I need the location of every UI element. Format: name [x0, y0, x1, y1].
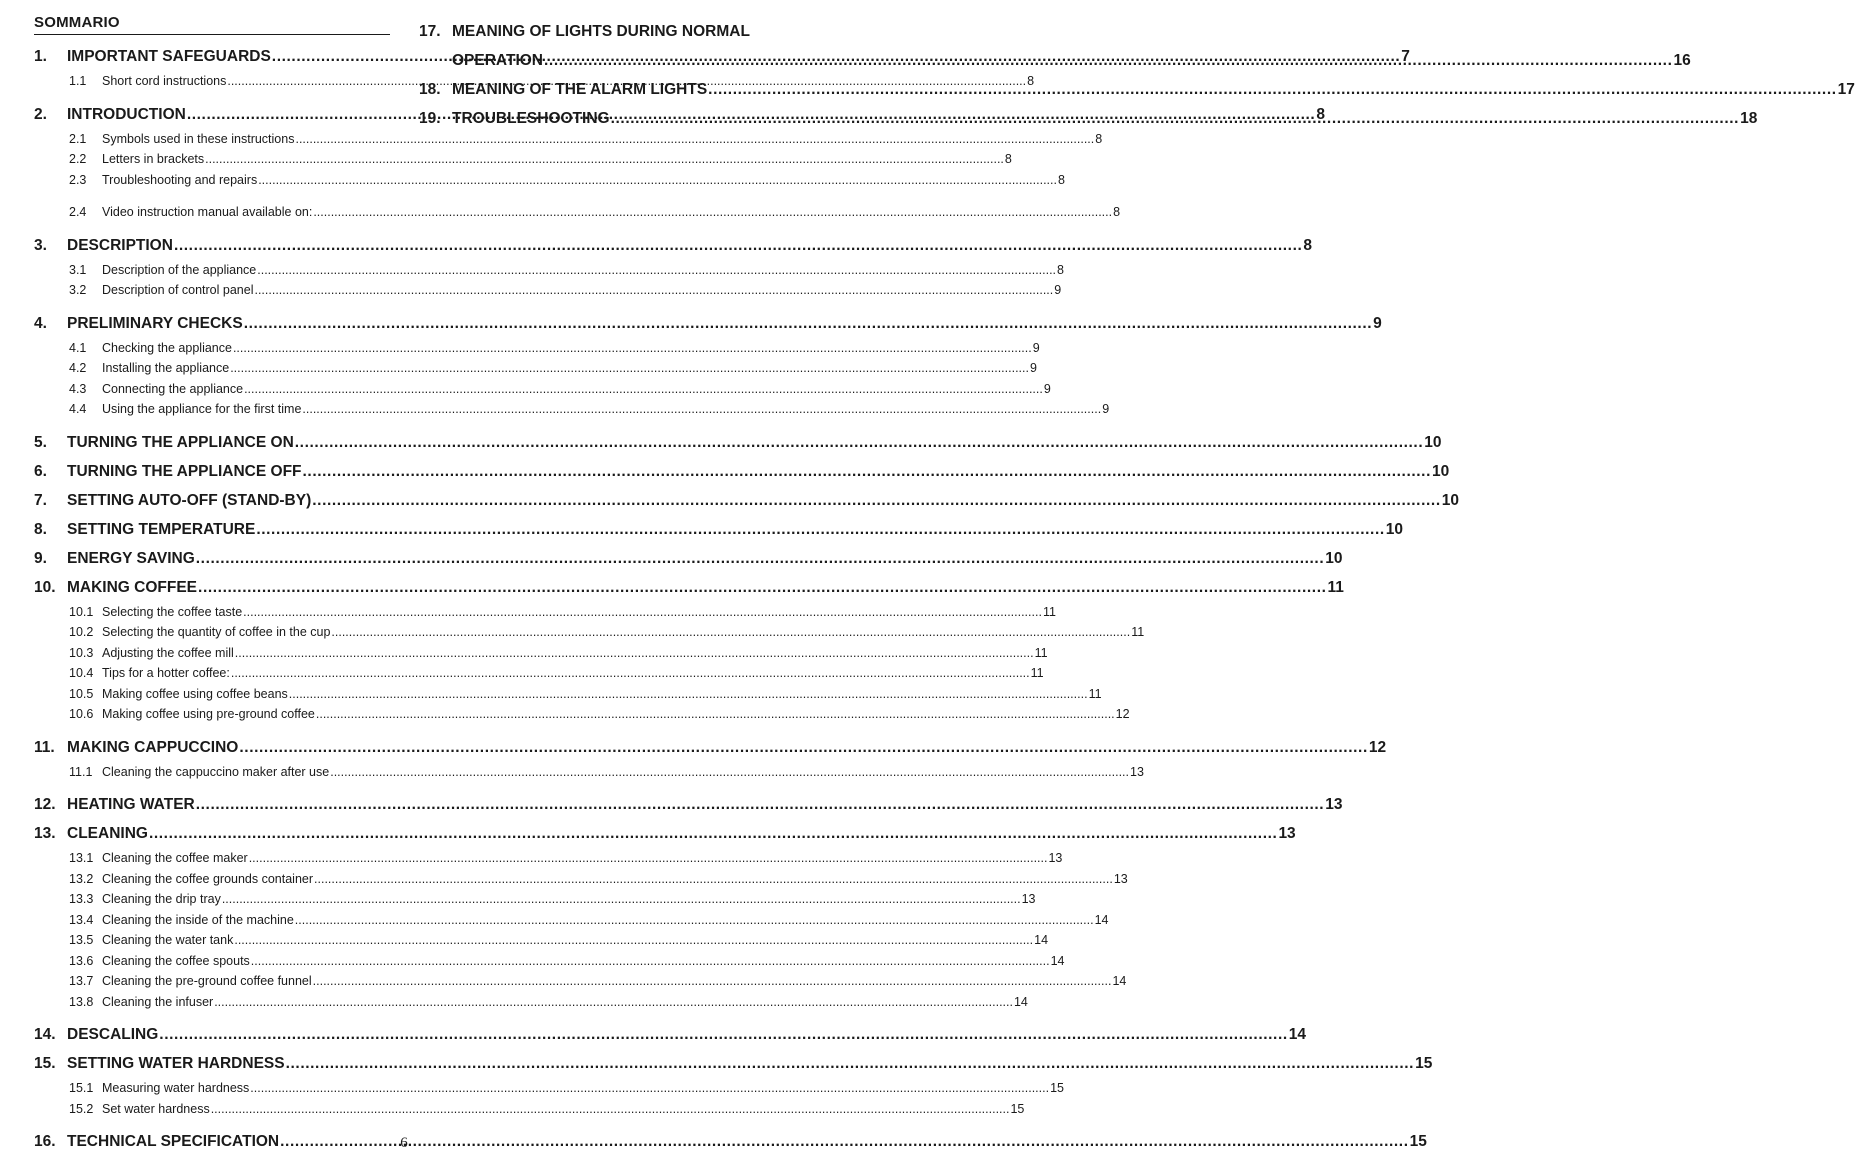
toc-entry-title: Installing the appliance [102, 361, 230, 375]
toc-entry-page: 10 [1432, 462, 1450, 480]
toc-entry-title-continued: OPERATION [452, 52, 543, 69]
dot-leader [330, 762, 1129, 783]
toc-entry-number: 4.3 [69, 381, 87, 396]
toc-entry-number: 13.3 [69, 892, 94, 906]
toc-entry-title: Adjusting the coffee mill [102, 645, 234, 660]
dot-leader [243, 602, 1042, 623]
toc-subsection-entry[interactable] [34, 971, 1127, 992]
toc-entry-number: 13.2 [69, 871, 94, 886]
toc-subsection-entry[interactable] [34, 704, 1130, 725]
dot-leader [611, 104, 1739, 133]
dot-leader [211, 1099, 1010, 1120]
toc-entry-number: 10.1 [69, 604, 94, 619]
toc-subsection-entry[interactable] [34, 129, 1103, 150]
toc-entry-page: 9 [1102, 402, 1110, 416]
toc-entry-title: MAKING COFFEE [67, 578, 198, 596]
toc-entry-number: 13.5 [69, 933, 94, 947]
toc-entry-number: 13.6 [69, 953, 94, 968]
toc-entry-page: 9 [1029, 361, 1037, 375]
toc-section-entry[interactable] [34, 515, 1404, 544]
toc-entry-number: 10.2 [69, 625, 94, 639]
toc-entry-title: Letters in brackets [102, 152, 205, 166]
toc-entry-page: 12 [1368, 738, 1387, 756]
toc-entry-title: Cleaning the drip tray [102, 892, 221, 906]
dot-leader [316, 704, 1115, 725]
toc-entry-title-block [452, 17, 1691, 75]
toc-section-entry[interactable] [34, 1049, 1433, 1078]
toc-entry-title: Cleaning the pre-ground coffee funnel [102, 974, 312, 988]
toc-entry-page: 15 [1050, 1081, 1064, 1095]
dot-leader [250, 1078, 1049, 1099]
toc-entry-page: 14 [1094, 912, 1109, 927]
toc-entry-number: 6. [34, 462, 47, 480]
toc-entry-page: 9 [1043, 381, 1051, 396]
toc-entry-page: 11 [1030, 666, 1044, 680]
toc-subsection-entry[interactable] [34, 399, 1110, 420]
toc-entry-number: 15.2 [69, 1101, 94, 1116]
toc-entry-title: MAKING CAPPUCCINO [67, 738, 239, 756]
toc-subsection-entry[interactable] [34, 848, 1063, 869]
toc-subsection-entry[interactable] [34, 622, 1145, 643]
toc-entry-page: 9 [1032, 340, 1040, 355]
dot-leader [234, 930, 1033, 951]
toc-entry-title: TURNING THE APPLIANCE OFF [67, 462, 302, 480]
toc-entry-number: 3.2 [69, 283, 87, 297]
toc-entry-number: 7. [34, 491, 47, 509]
dot-leader [198, 573, 1326, 602]
toc-entry-number: 2. [34, 105, 47, 123]
toc-entry-page: 13 [1130, 764, 1144, 779]
toc-entry-title: Selecting the quantity of coffee in the cup [102, 625, 331, 639]
toc-subsection-entry[interactable] [34, 602, 1056, 623]
toc-entry-title: Selecting the coffee taste [102, 604, 243, 619]
toc-subsection-entry[interactable] [34, 379, 1051, 400]
dot-leader [196, 544, 1324, 573]
toc-entry-title: SETTING TEMPERATURE [67, 520, 256, 538]
toc-entry-page: 13 [1113, 871, 1128, 886]
toc-entry-number: 11. [34, 738, 55, 756]
toc-section-entry[interactable] [34, 733, 1387, 762]
toc-subsection-entry[interactable] [34, 1099, 1025, 1120]
dot-leader [174, 231, 1302, 260]
dot-leader [312, 486, 1440, 515]
toc-entry-number: 3.1 [69, 262, 87, 277]
toc-entry-title: Video instruction manual available on: [102, 205, 313, 219]
toc-entry-page: 17 [1837, 81, 1855, 98]
toc-entry-page: 9 [1373, 314, 1382, 332]
toc-entry-number: 3. [34, 236, 47, 254]
toc-entry-title: TECHNICAL SPECIFICATION [67, 1133, 280, 1150]
dot-leader [159, 1020, 1287, 1049]
toc-entry-number: 10.4 [69, 666, 94, 680]
toc-entry-number: 13. [34, 825, 56, 842]
toc-entry-title: SETTING WATER HARDNESS [67, 1055, 285, 1072]
toc-entry-title: Measuring water hardness [102, 1081, 250, 1095]
toc-entry-title: CLEANING [67, 825, 148, 842]
toc-entry-number: 9. [34, 549, 47, 567]
toc-subsection-entry[interactable] [34, 358, 1037, 379]
toc-entry-number: 12. [34, 796, 56, 813]
toc-section-entry[interactable] [34, 457, 1450, 486]
toc-entry-page: 8 [1113, 205, 1121, 219]
toc-entry-page: 11 [1034, 645, 1048, 660]
toc-entry-page: 7 [1401, 48, 1410, 65]
toc-entry-page: 14 [1288, 1026, 1307, 1043]
toc-entry-page: 8 [1303, 236, 1313, 254]
toc-entry-title: Short cord instructions [102, 74, 227, 88]
dot-leader [295, 428, 1423, 457]
toc-entry-title: Cleaning the coffee grounds container [102, 871, 314, 886]
toc-entry-number: 13.1 [69, 851, 94, 865]
dot-leader [256, 515, 1384, 544]
toc-entry-page: 15 [1010, 1101, 1025, 1116]
dot-leader [149, 819, 1277, 848]
toc-list-right [419, 14, 1855, 133]
toc-entry-number: 17. [419, 23, 441, 40]
toc-entry-number: 15.1 [69, 1081, 94, 1095]
toc-subsection-entry[interactable] [34, 149, 1012, 170]
toc-entry-page: 8 [1316, 105, 1325, 123]
toc-entry-title: Connecting the appliance [102, 381, 244, 396]
toc-entry-page: 14 [1013, 994, 1028, 1009]
toc-entry-number: 2.1 [69, 131, 87, 146]
toc-section-entry[interactable] [34, 428, 1442, 457]
dot-leader [235, 643, 1034, 664]
dot-leader [544, 46, 1672, 75]
toc-entry-number: 13.7 [69, 974, 94, 988]
toc-entry-number: 18. [419, 81, 441, 98]
toc-entry-page: 13 [1021, 892, 1036, 906]
toc-entry-title: Making coffee using coffee beans [102, 686, 288, 701]
toc-entry-title-line2 [452, 46, 1691, 75]
toc-entry-number: 19. [419, 110, 441, 127]
toc-subsection-entry[interactable] [34, 684, 1102, 705]
toc-entry-title: TURNING THE APPLIANCE ON [67, 433, 294, 451]
toc-entry-page: 13 [1048, 851, 1063, 865]
dot-leader [249, 848, 1048, 869]
toc-subsection-entry[interactable] [34, 930, 1049, 951]
toc-entry-page: 8 [1057, 262, 1064, 277]
toc-entry-page: 15 [1415, 1055, 1433, 1072]
toc-entry-title: MEANING OF THE ALARM LIGHTS [452, 81, 708, 98]
toc-section-entry[interactable] [34, 819, 1296, 848]
toc-entry-title: Cleaning the cappuccino maker after use [102, 764, 330, 779]
dot-leader [258, 170, 1057, 191]
toc-subsection-entry[interactable] [34, 910, 1109, 931]
toc-entry-page: 16 [1673, 52, 1691, 69]
toc-section-entry[interactable] [34, 486, 1459, 515]
toc-entry-number: 4.2 [69, 361, 87, 375]
dot-leader [205, 149, 1004, 170]
toc-section-entry[interactable] [34, 231, 1313, 260]
toc-entry-page: 11 [1327, 578, 1344, 596]
toc-entry-page: 12 [1115, 707, 1130, 721]
toc-entry-page: 10 [1385, 520, 1404, 538]
toc-subsection-entry[interactable] [34, 280, 1062, 301]
toc-section-entry[interactable] [34, 544, 1343, 573]
toc-entry-title: Set water hardness [102, 1101, 210, 1116]
dot-leader [313, 971, 1112, 992]
toc-entry-page: 11 [1088, 686, 1102, 701]
toc-entry-title: INTRODUCTION [67, 105, 186, 123]
toc-entry-page: 11 [1042, 604, 1056, 619]
dot-leader [302, 399, 1101, 420]
toc-entry-title: Cleaning the coffee spouts [102, 953, 250, 968]
toc-entry-page: 8 [1095, 131, 1103, 146]
toc-subsection-entry[interactable] [34, 889, 1036, 910]
toc-entry-page: 10 [1441, 491, 1459, 509]
toc-section-entry[interactable] [419, 75, 1855, 104]
dot-leader [708, 75, 1836, 104]
toc-entry-number: 10. [34, 578, 56, 596]
toc-subsection-entry[interactable] [34, 260, 1064, 281]
toc-entry-page: 8 [1004, 152, 1012, 166]
toc-subsection-entry[interactable] [34, 1078, 1064, 1099]
toc-entry-number: 1.1 [69, 74, 87, 88]
toc-entry-title: HEATING WATER [67, 796, 195, 813]
toc-entry-page: 8 [1027, 74, 1035, 88]
toc-entry-title: IMPORTANT SAFEGUARDS [67, 48, 271, 65]
toc-heading: SOMMARIO [34, 14, 390, 35]
toc-entry-title: Cleaning the coffee maker [102, 851, 248, 865]
toc-entry-page: 9 [1054, 283, 1062, 297]
toc-entry-page: 13 [1325, 796, 1343, 813]
toc-entry-number: 4.1 [69, 340, 87, 355]
toc-entry-number: 2.4 [69, 205, 87, 219]
toc-section-entry[interactable] [419, 14, 1691, 75]
toc-entry-number: 8. [34, 520, 47, 538]
toc-entry-number: 4.4 [69, 402, 87, 416]
toc-entry-page: 8 [1057, 172, 1065, 187]
toc-entry-title: Using the appliance for the first time [102, 402, 302, 416]
toc-entry-number: 14. [34, 1026, 56, 1043]
dot-leader [314, 869, 1113, 890]
toc-entry-page: 13 [1278, 825, 1296, 842]
toc-entry-title: DESCALING [67, 1026, 159, 1043]
toc-entry-page: 14 [1050, 953, 1065, 968]
toc-entry-number: 5. [34, 433, 47, 451]
toc-entry-number: 2.2 [69, 152, 87, 166]
dot-leader [244, 379, 1043, 400]
dot-leader [257, 260, 1056, 281]
dot-leader [303, 457, 1431, 486]
dot-leader [230, 358, 1029, 379]
toc-entry-title: MEANING OF LIGHTS DURING NORMAL [452, 23, 750, 40]
toc-entry-page: 15 [1409, 1133, 1427, 1150]
toc-entry-title: Troubleshooting and repairs [102, 172, 258, 187]
dot-leader [233, 338, 1032, 359]
dot-leader [222, 889, 1021, 910]
toc-section-entry[interactable] [34, 1020, 1307, 1049]
toc-subsection-entry[interactable] [34, 643, 1048, 664]
dot-leader [331, 622, 1130, 643]
toc-section-entry[interactable] [34, 790, 1343, 819]
toc-section-entry[interactable] [419, 104, 1758, 133]
dot-leader [196, 790, 1324, 819]
toc-subsection-entry[interactable] [34, 992, 1028, 1013]
dot-leader [214, 992, 1013, 1013]
toc-subsection-entry[interactable] [34, 951, 1065, 972]
toc-right-column [419, 14, 1855, 133]
toc-entry-title: PRELIMINARY CHECKS [67, 314, 243, 332]
toc-entry-title: SETTING AUTO-OFF (STAND-BY) [67, 491, 312, 509]
dot-leader [231, 663, 1030, 684]
dot-leader [286, 1049, 1414, 1078]
toc-entry-page: 18 [1740, 110, 1758, 127]
toc-subsection-entry[interactable] [34, 170, 1065, 191]
toc-entry-title: Description of the appliance [102, 262, 257, 277]
toc-subsection-entry[interactable] [34, 869, 1128, 890]
toc-entry-number: 16. [34, 1133, 56, 1150]
toc-entry-title: Tips for a hotter coffee: [102, 666, 230, 680]
dot-leader [313, 202, 1112, 223]
toc-entry-page: 10 [1424, 433, 1442, 451]
dot-leader [289, 684, 1088, 705]
toc-entry-number: 13.8 [69, 994, 94, 1009]
dot-leader [251, 951, 1050, 972]
toc-entry-title: Cleaning the inside of the machine [102, 912, 294, 927]
toc-entry-number: 11.1 [69, 764, 93, 779]
toc-entry-title: TROUBLESHOOTING [452, 110, 610, 127]
toc-section-entry[interactable] [34, 573, 1344, 602]
toc-subsection-entry[interactable] [34, 338, 1040, 359]
dot-leader [254, 280, 1053, 301]
toc-subsection-entry[interactable] [34, 663, 1044, 684]
toc-entry-number: 4. [34, 314, 47, 332]
dot-leader [295, 910, 1094, 931]
toc-entry-number: 13.4 [69, 912, 94, 927]
toc-entry-title: ENERGY SAVING [67, 549, 195, 567]
dot-leader [239, 733, 1367, 762]
toc-entry-title: Making coffee using pre-ground coffee [102, 707, 315, 721]
toc-entry-page: 14 [1112, 974, 1127, 988]
toc-entry-page: 14 [1034, 933, 1049, 947]
toc-entry-page: 10 [1325, 549, 1343, 567]
toc-entry-title: DESCRIPTION [67, 236, 173, 254]
toc-entry-number: 15. [34, 1055, 56, 1072]
toc-subsection-entry[interactable] [34, 202, 1121, 223]
toc-subsection-entry[interactable] [34, 762, 1144, 783]
toc-entry-number: 10.3 [69, 645, 94, 660]
toc-entry-page: 11 [1131, 625, 1145, 639]
toc-entry-number: 2.3 [69, 172, 87, 187]
toc-entry-title: Description of control panel [102, 283, 254, 297]
toc-entry-title: Symbols used in these instructions [102, 131, 295, 146]
toc-section-entry[interactable] [34, 309, 1382, 338]
dot-leader [244, 309, 1372, 338]
toc-entry-title: Cleaning the infuser [102, 994, 214, 1009]
toc-entry-number: 10.5 [69, 686, 94, 701]
toc-entry-title: Cleaning the water tank [102, 933, 234, 947]
toc-entry-number: 1. [34, 48, 47, 65]
toc-entry-number: 10.6 [69, 707, 94, 721]
page-number: 6 [400, 1135, 408, 1151]
toc-entry-title: Checking the appliance [102, 340, 232, 355]
